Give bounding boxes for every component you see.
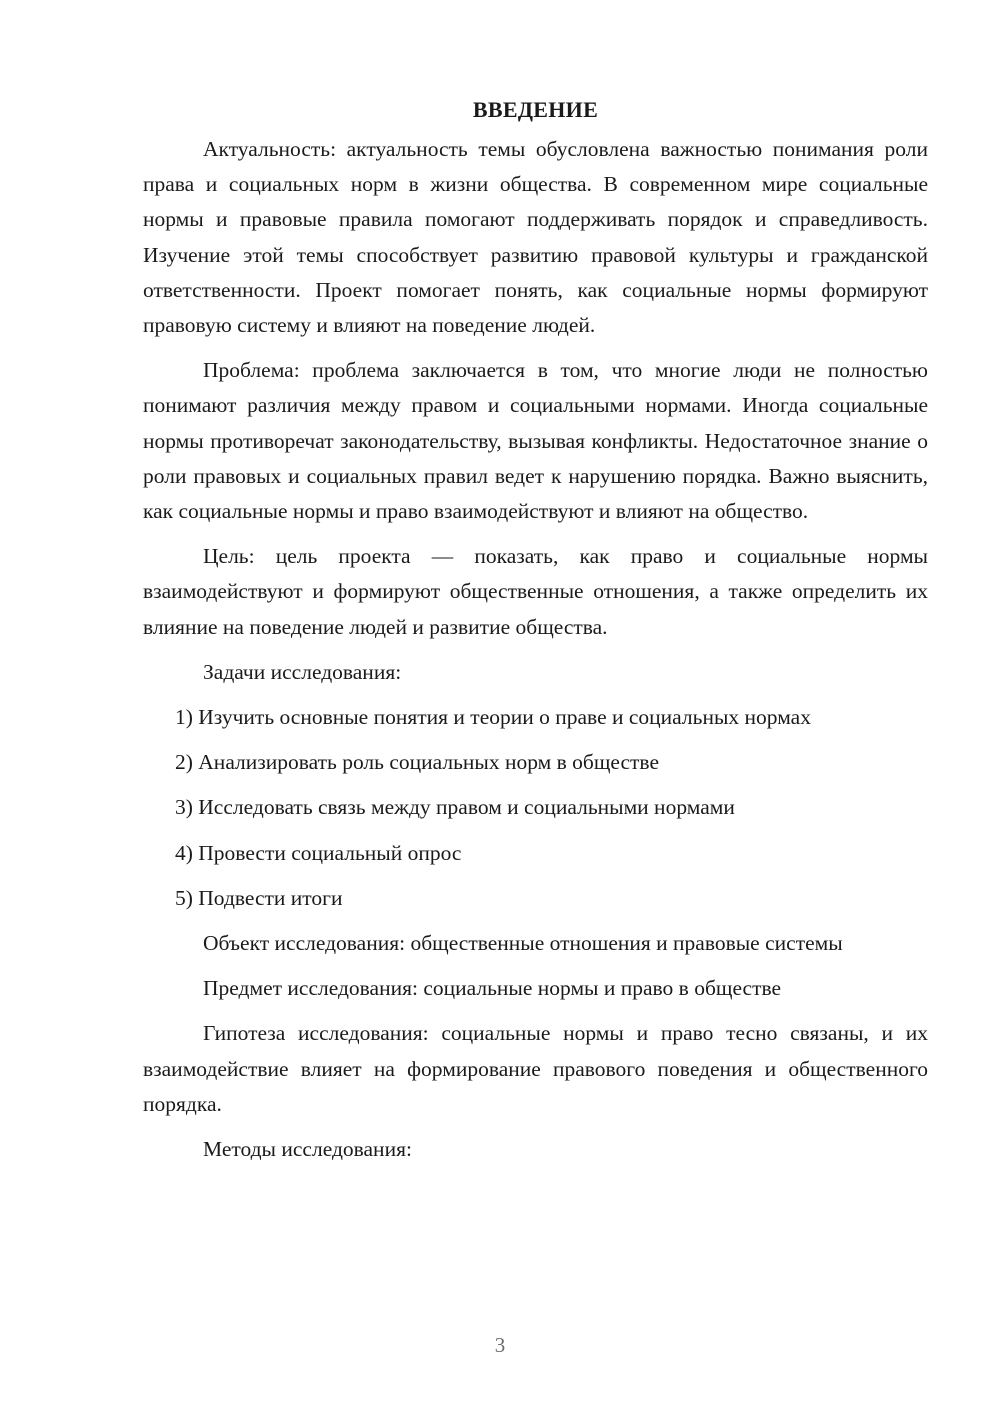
tasks-list — [143, 700, 928, 916]
list-item: 3) Исследовать связь между правом и социальными нормами — [175, 795, 735, 820]
goal-paragraph: Цель: цель проекта — показать, как право и социальные нормы взаимодействуют и формируют общественные отношения, а также определить их влияние на поведение людей и развитие общества. — [143, 544, 928, 639]
list-item: 2) Анализировать роль социальных норм в обществе — [175, 750, 660, 775]
page-number: 3 — [494, 1333, 506, 1357]
relevance-paragraph: Актуальность: актуальность темы обусловлена важностью понимания роли права и социальных норм в жизни общества. В современном мире социальные нормы и правовые правила помогают поддерживать порядок и справедливость. Изучение этой темы способствует развитию правовой культуры и гражданской ответственности. Проект помогает понять, как социальные нормы формируют правовую систему и влияют на поведение людей. — [143, 137, 928, 338]
document-page — [143, 92, 928, 1177]
methods-heading: Методы исследования: — [203, 1137, 412, 1162]
problem-paragraph: Проблема: проблема заключается в том, что многие люди не полностью понимают различия между правом и социальными нормами. Иногда социальные нормы противоречат законодательству, вызывая конфликты. Недостаточное знание о роли правовых и социальных правил ведет к нарушению порядка. Важно выяснить, как социальные нормы и право взаимодействуют и влияют на общество. — [143, 358, 928, 524]
list-item: 4) Провести социальный опрос — [175, 840, 462, 865]
subject-paragraph: Предмет исследования: социальные нормы и право в обществе — [203, 976, 782, 1001]
hypothesis-paragraph: Гипотеза исследования: социальные нормы и право тесно связаны, и их взаимодействие влияет на формирование правового поведения и общественного порядка. — [143, 1021, 928, 1116]
object-paragraph: Объект исследования: общественные отношения и правовые системы — [203, 931, 843, 956]
list-item: 1) Изучить основные понятия и теории о праве и социальных нормах — [175, 705, 811, 730]
list-item: 5) Подвести итоги — [175, 885, 343, 910]
page-title: ВВЕДЕНИЕ — [472, 97, 599, 122]
tasks-heading: Задачи исследования: — [203, 659, 402, 684]
